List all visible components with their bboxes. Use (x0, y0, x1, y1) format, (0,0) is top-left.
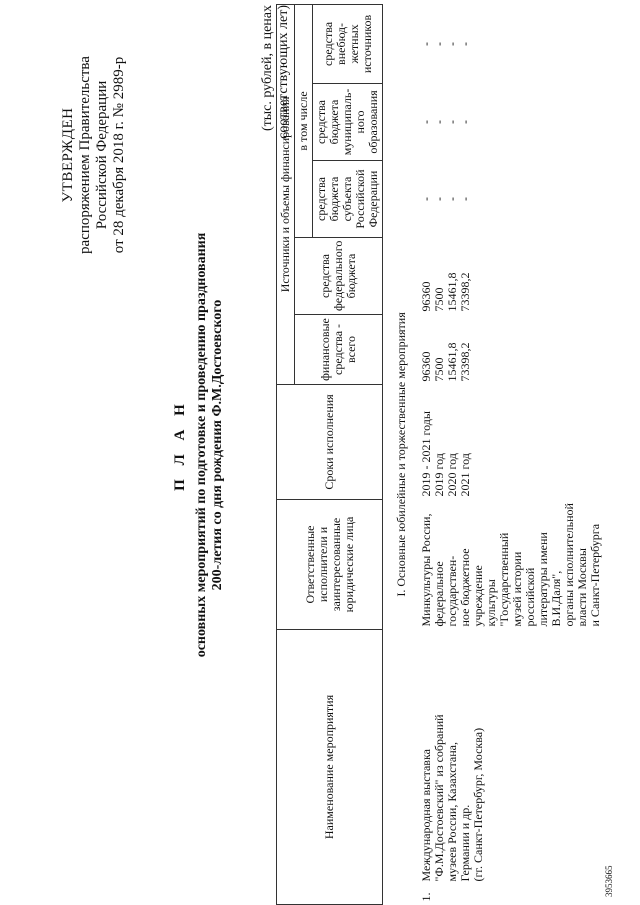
header-financing: Источники и объемы финансирования (277, 4, 295, 384)
row-executors-line: культуры "Государственный (484, 532, 511, 627)
row-totals (418, 314, 604, 384)
regional-value: - (445, 196, 459, 201)
header-deadlines: Сроки исполнения (277, 384, 383, 499)
row-name-line: (гг. Санкт-Петербург, Москва) (471, 727, 485, 882)
period-value: 2019 год (432, 453, 446, 497)
federal-value: 73398,2 (458, 272, 472, 312)
approval-line-2: Российской Федерации (94, 80, 110, 230)
header-municipal: средства бюджета муниципаль-ного образования (313, 83, 383, 160)
document-heading: П Л А Н (172, 399, 188, 491)
row-name-line: "Ф.М.Достоевский" из собраний (432, 714, 446, 882)
approval-line-1: распоряжением Правительства (77, 56, 93, 254)
extrabudget-value: - (432, 41, 446, 46)
row-executors-line: Минкультуры России, (419, 513, 433, 627)
row-name-line: Германии и др. (458, 804, 472, 882)
file-code: 3953665 (604, 865, 614, 897)
total-value: 15461,8 (445, 342, 459, 382)
row-executors-line: литературы имени (536, 532, 550, 627)
municipal-value: - (458, 119, 472, 124)
municipal-value: - (432, 119, 446, 124)
regional-value: - (458, 196, 472, 201)
municipal-value: - (445, 119, 459, 124)
approval-stamp (60, 5, 128, 305)
row-extrabudget (418, 4, 604, 83)
row-executors (418, 499, 604, 629)
regional-value: - (419, 196, 433, 201)
extrabudget-value: - (445, 41, 459, 46)
period-value: 2019 - 2021 годы (419, 411, 433, 497)
row-number: 1. (419, 892, 433, 902)
federal-value: 96360 (419, 281, 433, 312)
row-executors-line: ное бюджетное учреждение (458, 548, 485, 627)
header-federal: средства федерального бюджета (295, 237, 383, 314)
header-total: финансовые средства - всего (295, 314, 383, 384)
extrabudget-value: - (458, 41, 472, 46)
row-federal (418, 237, 604, 314)
header-regional: средства бюджета субъекта Российской Федерации (313, 160, 383, 237)
units-note: (тыс. рублей, в ценах соответствующих лет) (260, 5, 291, 139)
extrabudget-value: - (419, 41, 433, 46)
row-name (418, 629, 604, 884)
header-name: Наименование мероприятия (277, 629, 383, 904)
row-executors-line: власти Москвы (575, 548, 589, 627)
total-value: 96360 (419, 351, 433, 382)
approval-title: УТВЕРЖДЕН (60, 107, 76, 203)
document-subtitle-line-2: 200-летия со дня рождения Ф.М.Достоевского (210, 299, 225, 591)
row-municipal (418, 83, 604, 160)
federal-value: 7500 (432, 287, 446, 312)
period-value: 2021 год (458, 453, 472, 497)
row-executors-line: и Санкт-Петербурга (588, 523, 602, 627)
row-executors-line: В.И.Даля", (549, 570, 563, 627)
row-executors-line: органы исполнительной (562, 503, 576, 627)
header-in-that-number: в том числе (295, 4, 313, 237)
row-name-line: Международная выставка (419, 749, 433, 882)
table-row (418, 4, 604, 904)
document-title-block (172, 65, 226, 825)
section-title: I. Основные юбилейные и торжественные мероприятия (394, 312, 408, 597)
row-periods (418, 384, 604, 499)
header-executors: Ответственные исполнители и заинтересованные юридические лица (277, 499, 383, 629)
row-executors-line: музей истории российской (510, 551, 537, 627)
row-name-line: музеев России, Казахстана, (445, 741, 459, 882)
financing-table (276, 4, 604, 905)
approval-line-3: от 28 декабря 2018 г. № 2989-р (111, 56, 127, 254)
municipal-value: - (419, 119, 433, 124)
row-executors-line: федеральное государствен- (432, 555, 459, 627)
document-subtitle-line-1: основных мероприятий по подготовке и проведению празднования (194, 232, 209, 658)
total-value: 7500 (432, 357, 446, 382)
federal-value: 15461,8 (445, 272, 459, 312)
total-value: 73398,2 (458, 342, 472, 382)
header-extrabudget: средства внебюд-жетных источников (313, 4, 383, 83)
regional-value: - (432, 196, 446, 201)
period-value: 2020 год (445, 453, 459, 497)
row-regional (418, 160, 604, 237)
